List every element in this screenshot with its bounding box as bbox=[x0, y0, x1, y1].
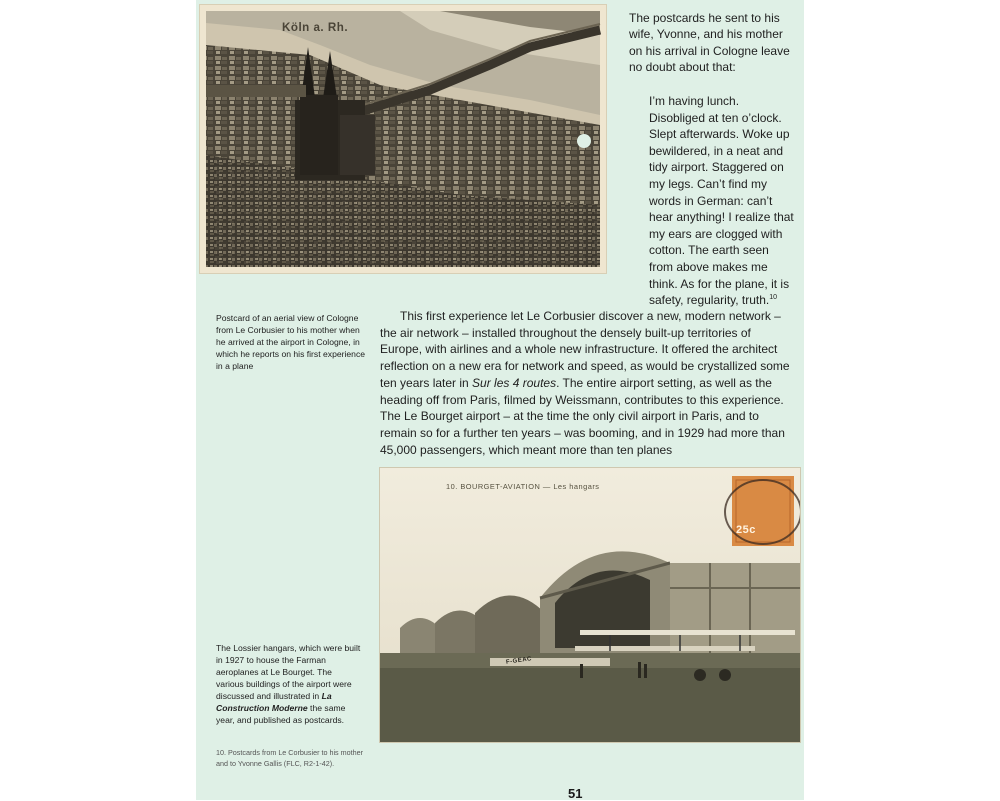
book-title: Sur les 4 routes bbox=[472, 375, 557, 390]
cologne-postcard-label: Köln a. Rh. bbox=[282, 21, 349, 34]
body-paragraph bbox=[380, 308, 796, 458]
footnote-reference: 10 bbox=[769, 294, 778, 302]
body-text-part1: This first experience let Le Corbusier discover a new, modern network – the air network – installed throughout the densely built-up territories of Europe, with airlines and a whole new infrastructure. It offered the architect reflection on a new era for network and speed, as would be crystallized some ten years later in bbox=[380, 309, 790, 390]
block-quote bbox=[649, 93, 795, 309]
stamp-value: 25c bbox=[736, 524, 756, 536]
publication-title: La Construction Moderne bbox=[216, 691, 332, 713]
quote-text: I’m having lunch. Disobliged at ten o’clock. Slept afterwards. Woke up bewildered, in a neat and tidy airport. Staggered on my legs. Can’t find my words in German: can’t hear anything! I realize that my ears are clogged with cotton. The earth seen from above makes me think. As for the plane, it is safety, regularity, truth. bbox=[649, 94, 794, 308]
caption-hangars-part1: The Lossier hangars, which were built in 1927 to house the Farman aeroplanes at Le Bourget. The various buildings of the airport were discussed and illustrated in bbox=[216, 643, 361, 701]
body-text-part2: . The entire airport setting, as well as the heading off from Paris, filmed by Weissmann, contributes to this experience. The Le Bourget airport – at the time the only civil airport in Paris, and to remain so for a further ten years – was booming, and in 1929 had more than 45,000 passengers, which meant more than ten planes bbox=[380, 375, 785, 457]
intro-paragraph: The postcards he sent to his wife, Yvonne, and his mother on his arrival in Cologne leave no doubt about that: bbox=[629, 11, 790, 75]
page-number: 51 bbox=[568, 786, 583, 801]
caption-cologne: Postcard of an aerial view of Cologne from Le Corbusier to his mother when he arrived at the airport in Cologne, in which he reports on his first experience in a plane bbox=[216, 313, 366, 371]
cologne-aerial-postcard bbox=[200, 5, 606, 273]
caption-hangars-part2: the same year, and published as postcards. bbox=[216, 703, 346, 725]
bourget-hangar-postcard bbox=[380, 468, 800, 742]
hangar-postcard-label: 10. BOURGET-AVIATION — Les hangars bbox=[446, 482, 600, 491]
caption-hangars bbox=[216, 642, 362, 726]
plane-marking: F-GEAC bbox=[505, 656, 533, 666]
footnote: 10. Postcards from Le Corbusier to his mother and to Yvonne Gallis (FLC, R2-1-42). bbox=[216, 748, 364, 768]
